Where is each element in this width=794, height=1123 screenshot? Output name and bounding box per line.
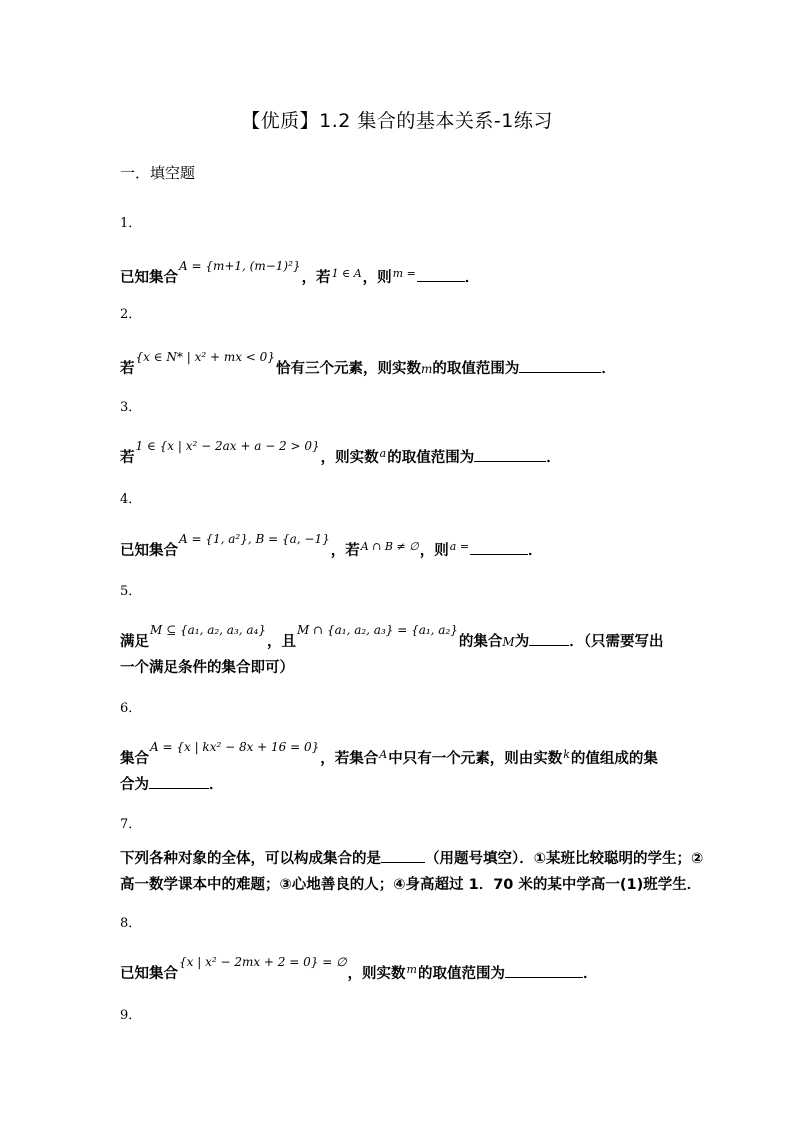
math-formula: A = {m+1, (m−1)²} <box>179 259 301 273</box>
answer-blank[interactable] <box>474 449 546 462</box>
question-number: 2． <box>120 307 142 322</box>
question-number: 1． <box>120 216 142 231</box>
math-formula: A = {x | kx² − 8x + 16 = 0} <box>150 740 320 754</box>
math-formula: a <box>379 447 387 460</box>
question-number: 7． <box>120 817 142 832</box>
question-7-continued: 高一数学课本中的难题；③心地善良的人；④身高超过 1．70 米的某中学高一(1)班学生． <box>120 877 702 893</box>
question-1: 已知集合$^{A = \{m+1, (m-1)^2\}}$，若$^{1 \in A}$，则$^{m =}$ ． <box>120 259 480 286</box>
page-title: 【优质】1.2 集合的基本关系-1练习 <box>241 110 553 132</box>
question-number: 4． <box>120 492 142 507</box>
math-formula: A ∩ B ≠ ∅ <box>360 540 419 553</box>
question-7: 下列各种对象的全体，可以构成集合的是 （用题号填空）．①某班比较聪明的学生；② <box>120 851 704 867</box>
math-formula: a = <box>449 540 470 553</box>
math-formula: A = {1, a²}, B = {a, −1} <box>179 532 330 546</box>
question-8: 已知集合$^{\{x | x^2 - 2mx + 2 = 0\} = \emptyset}$，则实数$^m$的取值范围为 ． <box>120 955 598 982</box>
answer-blank[interactable] <box>381 850 425 863</box>
question-5-continued: 一个满足条件的集合即可） <box>120 660 294 676</box>
question-number: 5． <box>120 584 142 599</box>
math-formula: M ⊆ {a₁, a₂, a₃, a₄} <box>150 623 266 637</box>
math-formula: M ∩ {a₁, a₂, a₃} = {a₁, a₂} <box>297 623 458 637</box>
question-number: 9． <box>120 1008 142 1023</box>
question-number: 6． <box>120 701 142 716</box>
math-formula: {x | x² − 2mx + 2 = 0} = ∅ <box>179 955 347 969</box>
math-formula: m <box>406 963 417 976</box>
answer-blank[interactable] <box>149 776 209 789</box>
answer-blank[interactable] <box>519 360 601 373</box>
math-formula: k <box>563 748 570 761</box>
math-formula: M <box>502 635 515 649</box>
math-formula: 1 ∈ A <box>331 267 362 280</box>
section-heading: 一．填空题 <box>120 164 196 182</box>
answer-blank[interactable] <box>529 633 569 646</box>
question-6: 集合$^{A = \{x | kx^2 - 8x + 16 = 0\}}$，若集合$^A$中只有一个元素，则由实数$^k$的值组成的集 <box>120 740 658 767</box>
math-formula: A <box>379 748 388 761</box>
question-3: 若$^{1 \in \{x | x^2 - 2ax + a - 2 > 0\}}$，则实数$^a$的取值范围为 ． <box>120 439 561 466</box>
math-formula: {x ∈ N* | x² + mx < 0} <box>135 350 275 364</box>
math-formula: m <box>420 362 433 376</box>
question-5: 满足$^{M ⊆ \{a_1, a_2, a_3, a_4\}}$，且$^{M \cap \{a_1, a_2, a_3\} = \{a_1, a_2\}}$的集合M为 ．（只需要写出 <box>120 623 664 650</box>
math-formula: 1 ∈ {x | x² − 2ax + a − 2 > 0} <box>135 439 320 453</box>
question-6-continued: 合为 ． <box>120 777 224 793</box>
question-2: 若$^{\{x \in N* | x^2 + mx < 0\}}$恰有三个元素，则实数m的取值范围为 ． <box>120 350 616 377</box>
question-number: 8． <box>120 916 142 931</box>
answer-blank[interactable] <box>417 269 465 282</box>
question-4: 已知集合$^{A = \{1, a^2\}, B = \{a, -1\}}$，若$^{A \cap B \ne \emptyset}$，则$^{a =}$ ． <box>120 532 543 559</box>
answer-blank[interactable] <box>470 542 528 555</box>
answer-blank[interactable] <box>505 965 583 978</box>
math-formula: m = <box>392 267 416 280</box>
question-number: 3． <box>120 400 142 415</box>
